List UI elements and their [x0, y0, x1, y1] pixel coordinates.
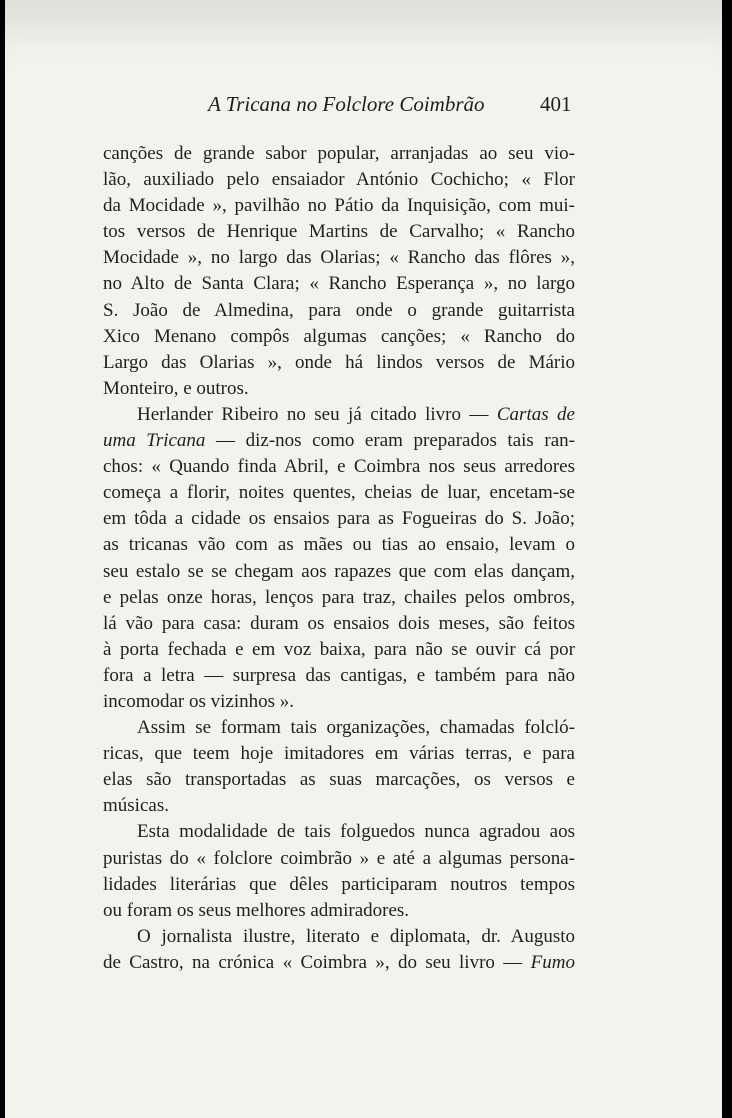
text-line	[103, 167, 575, 193]
line-text: à porta fechada e em voz baixa, para não se ouvir cá por	[103, 638, 575, 660]
line-text: puristas do « folclore coimbrão » e até a algumas persona-	[103, 847, 575, 869]
line-text: S. João de Almedina, para onde o grande guitarrista	[103, 299, 575, 321]
text-line	[103, 559, 575, 585]
text-line	[103, 585, 575, 611]
line-text: as tricanas vão com as mães ou tias ao ensaio, levam o	[103, 534, 575, 556]
text-line	[103, 428, 575, 454]
text-line	[103, 298, 575, 324]
text-line	[103, 846, 575, 872]
line-text: em tôda a cidade os ensaios para as Fogueiras do S. João;	[103, 508, 575, 530]
text-line	[103, 819, 575, 845]
page-number: 401	[540, 92, 572, 116]
text-line	[103, 663, 575, 689]
text-line	[103, 454, 575, 480]
text-line	[103, 715, 575, 741]
line-text: — diz-nos como eram preparados tais ran-	[205, 430, 575, 452]
line-text: Xico Menano compôs algumas canções; « Rancho do	[103, 325, 575, 347]
line-text: ricas, que teem hoje imitadores em várias terras, e para	[103, 743, 575, 765]
scan-border	[722, 0, 732, 1118]
line-text: músicas.	[103, 795, 169, 817]
text-line	[103, 872, 575, 898]
line-text: ou foram os seus melhores admiradores.	[103, 899, 410, 921]
text-line	[103, 271, 575, 297]
line-text: lidades literárias que dêles participaram noutros tempos	[103, 873, 575, 895]
text-line	[103, 950, 575, 976]
text-line	[103, 767, 575, 793]
text-line	[103, 219, 575, 245]
text-line	[103, 793, 575, 819]
line-text: e pelas onze horas, lenços para traz, chailes pelos ombros,	[103, 586, 575, 608]
line-text: de Castro, na crónica « Coimbra », do seu livro —	[103, 951, 531, 973]
line-text: fora a letra — surpresa das cantigas, e também para não	[103, 664, 575, 686]
running-title: A Tricana no Folclore Coimbrão	[208, 92, 485, 116]
line-text: Largo das Olarias », onde há lindos versos de Mário	[103, 351, 575, 373]
text-line	[103, 741, 575, 767]
text-line	[103, 350, 575, 376]
text-line	[103, 402, 575, 428]
line-text: da Mocidade », pavilhão no Pátio da Inquisição, com mui-	[103, 195, 575, 217]
line-text: chos: « Quando finda Abril, e Coimbra nos seus arredores	[103, 456, 575, 478]
line-text: Mocidade », no largo das Olarias; « Rancho das flôres »,	[103, 247, 575, 269]
text-line	[103, 376, 575, 402]
line-text: tos versos de Henrique Martins de Carvalho; « Rancho	[103, 221, 575, 243]
text-line	[103, 689, 575, 715]
text-line	[103, 532, 575, 558]
line-text: Herlander Ribeiro no seu já citado livro —	[137, 403, 497, 425]
italic-title: uma Tricana	[103, 430, 206, 452]
italic-title: Fumo	[530, 951, 575, 973]
text-line	[103, 506, 575, 532]
line-text: no Alto de Santa Clara; « Rancho Esperança », no largo	[103, 273, 575, 295]
line-text: O jornalista ilustre, literato e diplomata, dr. Augusto	[137, 925, 575, 947]
text-line	[103, 898, 575, 924]
italic-title: Cartas de	[496, 403, 575, 425]
line-text: incomodar os vizinhos ».	[103, 690, 295, 712]
text-line	[103, 193, 575, 219]
line-text: seu estalo se se chegam aos rapazes que com elas dançam,	[103, 560, 575, 582]
line-text: começa a florir, noites quentes, cheias de luar, encetam-se	[103, 482, 575, 504]
line-text: elas são transportadas as suas marcações, os versos e	[103, 769, 575, 791]
line-text: Monteiro, e outros.	[103, 377, 249, 399]
body-text	[103, 141, 575, 976]
text-line	[103, 924, 575, 950]
book-page	[5, 0, 722, 1118]
text-line	[103, 637, 575, 663]
text-line	[103, 245, 575, 271]
line-text: lão, auxiliado pelo ensaiador António Cochicho; « Flor	[103, 169, 575, 191]
line-text: Esta modalidade de tais folguedos nunca agradou aos	[137, 821, 575, 843]
line-text: canções de grande sabor popular, arranjadas ao seu vio-	[103, 143, 575, 164]
text-line	[103, 141, 575, 167]
text-line	[103, 611, 575, 637]
line-text: Assim se formam tais organizações, chamadas folcló-	[137, 717, 575, 739]
line-text: lá vão para casa: duram os ensaios dois meses, são feitos	[103, 612, 575, 634]
text-line	[103, 480, 575, 506]
text-line	[103, 324, 575, 350]
